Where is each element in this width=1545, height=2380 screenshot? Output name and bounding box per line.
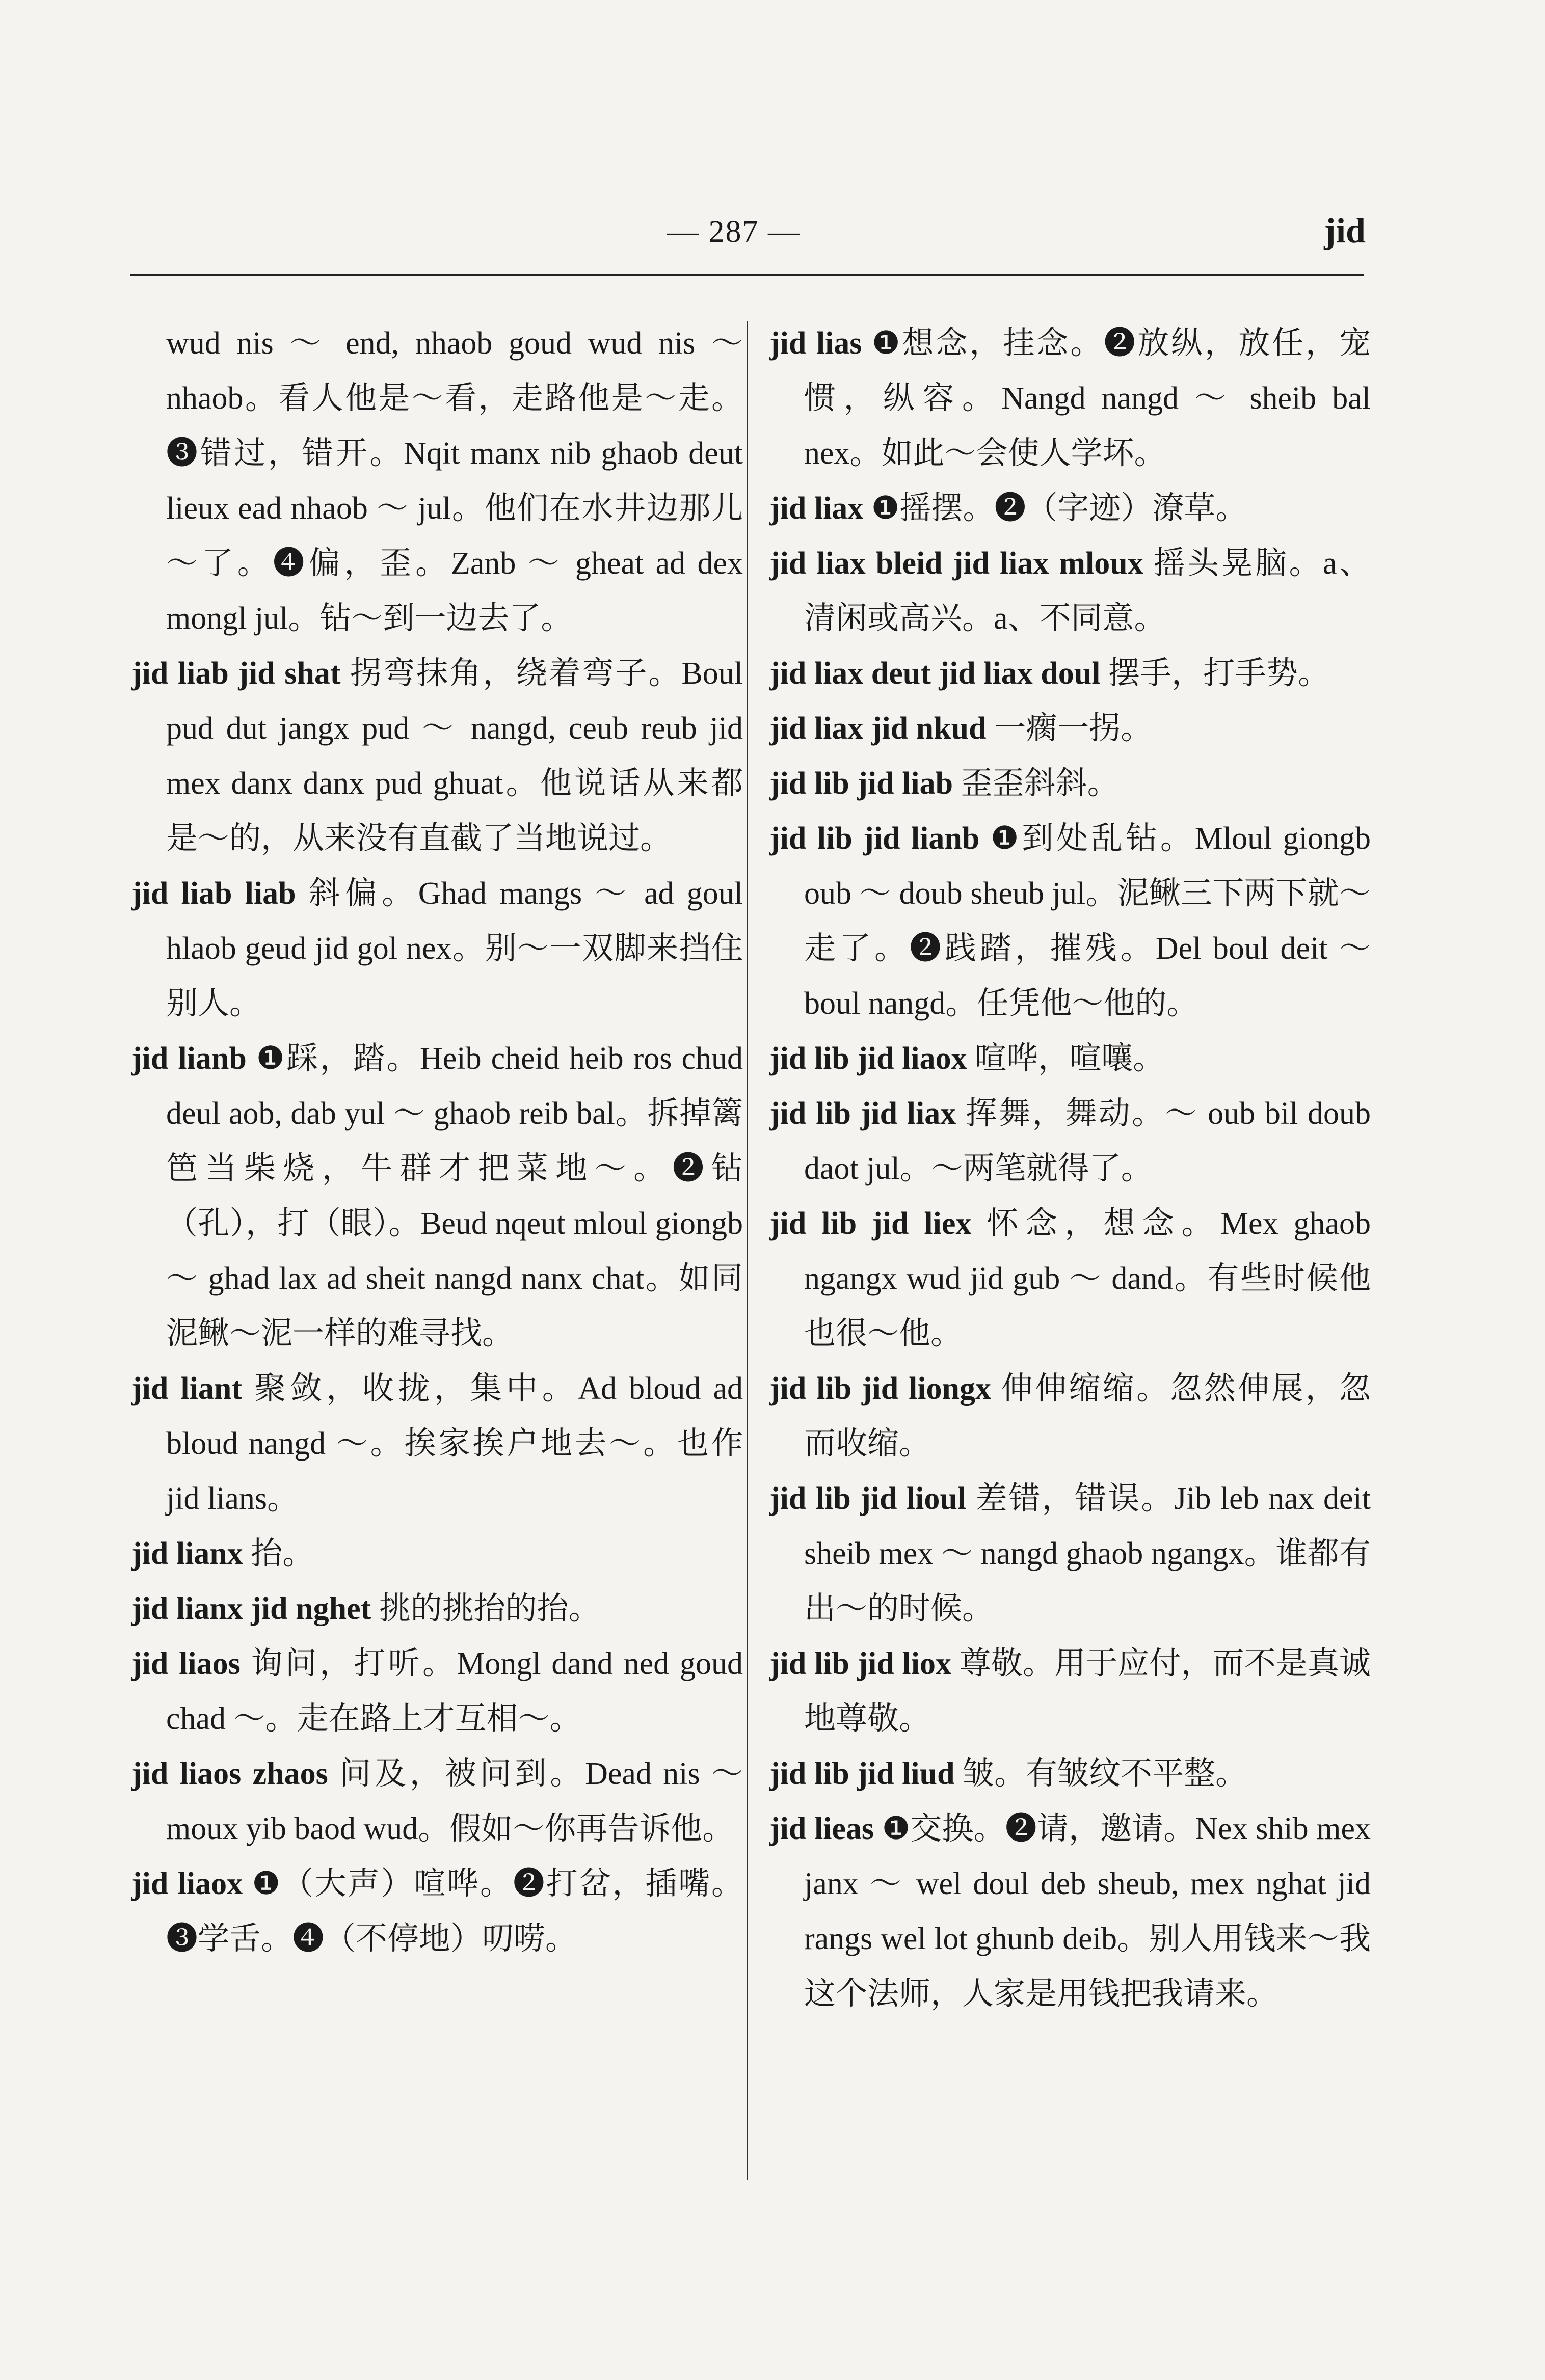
dictionary-entry bbox=[769, 481, 1371, 536]
page-number: — 287 — bbox=[667, 214, 801, 249]
dictionary-entry bbox=[769, 1636, 1371, 1746]
dictionary-entry bbox=[131, 1526, 743, 1581]
entry-definition: 聚敛，收拢，集中。Ad bloud ad bloud nangd ～。挨家挨户地去～。也作 jid lians。 bbox=[166, 1371, 743, 1516]
entry-definition: 挑的挑抬的抬。 bbox=[379, 1591, 600, 1626]
entry-headword: jid liaos zhaos bbox=[131, 1756, 328, 1791]
entry-definition: 伸伸缩缩。忽然伸展，忽而收缩。 bbox=[804, 1371, 1371, 1461]
entry-definition: 摆手，打手势。 bbox=[1108, 656, 1329, 691]
dictionary-entry bbox=[769, 536, 1371, 646]
entry-definition: ❶摇摆。❷（字迹）潦草。 bbox=[871, 491, 1247, 526]
entry-definition: 拐弯抹角，绕着弯子。Boul pud dut jangx pud ～ nangd, ceub reub jid mex danx danx pud ghuat。他说话从来都是～的，从来没有直截了当地说过。 bbox=[166, 656, 743, 856]
dictionary-entry bbox=[131, 1031, 743, 1361]
entry-headword: jid lib jid liox bbox=[769, 1646, 951, 1681]
entry-definition: 喧哗，喧嚷。 bbox=[975, 1041, 1165, 1076]
entry-headword: jid liax bleid jid liax mloux bbox=[769, 546, 1143, 581]
dictionary-entry bbox=[769, 756, 1371, 811]
entry-headword: jid liax jid nkud bbox=[769, 711, 987, 746]
column-divider bbox=[747, 321, 748, 2180]
entry-headword: jid lias bbox=[769, 326, 862, 361]
entry-definition: 问及，被问到。Dead nis ～ moux yib baod wud。假如～你再告诉他。 bbox=[166, 1756, 743, 1846]
dictionary-entry bbox=[769, 1086, 1371, 1196]
entry-definition: ❶（大声）喧哗。❷打岔，插嘴。❸学舌。❹（不停地）叨唠。 bbox=[166, 1867, 743, 1956]
entry-definition: 一瘸一拐。 bbox=[994, 711, 1153, 746]
entry-definition: 抬。 bbox=[251, 1536, 314, 1571]
continuation-text: wud nis ～ end, nhaob goud wud nis ～ nhaob。看人他是～看，走路他是～走。❸错过，错开。Nqit manx nib ghaob deut lieux ead nhaob ～ jul。他们在水井边那儿～了。❹偏，歪。Zanb ～ gheat ad dex mongl jul。钻～到一边去了。 bbox=[166, 326, 743, 636]
entry-headword: jid lib jid lianb bbox=[769, 821, 980, 856]
entry-headword: jid lieas bbox=[769, 1811, 874, 1846]
dictionary-entry bbox=[769, 1471, 1371, 1636]
entry-headword: jid lib jid liaox bbox=[769, 1041, 967, 1076]
dictionary-entry bbox=[131, 1746, 743, 1856]
running-head: jid bbox=[1324, 211, 1366, 251]
header-rule bbox=[130, 274, 1364, 276]
entry-definition: 摇头晃脑。a、清闲或高兴。a、不同意。 bbox=[804, 546, 1371, 636]
entry-definition: 歪歪斜斜。 bbox=[961, 766, 1119, 801]
entry-definition: 斜偏。Ghad mangs ～ ad goul hlaob geud jid gol nex。别～一双脚来挡住别人。 bbox=[166, 876, 743, 1021]
dictionary-entry bbox=[769, 316, 1371, 481]
entry-definition: 尊敬。用于应付，而不是真诚地尊敬。 bbox=[804, 1646, 1371, 1736]
entry-headword: jid lib jid liab bbox=[769, 766, 953, 801]
entry-definition: ❶踩，踏。Heib cheid heib ros chud deul aob, dab yul ～ ghaob reib bal。拆掉篱笆当柴烧，牛群才把菜地～。❷钻（孔），打（眼）。Beud nqeut mloul giongb ～ ghad lax ad sheit nangd nanx chat。如同泥鳅～泥一样的难寻找。 bbox=[166, 1041, 743, 1351]
entry-headword: jid liab jid shat bbox=[131, 656, 341, 691]
entry-headword: jid lianx jid nghet bbox=[131, 1591, 371, 1626]
right-entries bbox=[769, 316, 1371, 2021]
entry-definition: 挥舞，舞动。～ oub bil doub daot jul。～两笔就得了。 bbox=[804, 1096, 1371, 1186]
entry-headword: jid lib jid lioul bbox=[769, 1481, 967, 1516]
entry-headword: jid lianx bbox=[131, 1536, 243, 1571]
left-entries bbox=[131, 646, 743, 1966]
dictionary-entry bbox=[131, 866, 743, 1031]
entry-definition: 怀念，想念。Mex ghaob ngangx wud jid gub ～ dand。有些时候他也很～他。 bbox=[804, 1206, 1371, 1351]
entry-definition: 差错，错误。Jib leb nax deit sheib mex ～ nangd ghaob ngangx。谁都有出～的时候。 bbox=[804, 1481, 1371, 1626]
dictionary-entry bbox=[131, 1581, 743, 1636]
entry-headword: jid lib jid liex bbox=[769, 1206, 972, 1241]
dictionary-entry bbox=[131, 1856, 743, 1966]
dictionary-entry bbox=[769, 811, 1371, 1031]
entry-headword: jid liaos bbox=[131, 1646, 241, 1681]
entry-headword: jid lib jid liud bbox=[769, 1756, 955, 1791]
entry-headword: jid liant bbox=[131, 1371, 243, 1406]
entry-headword: jid liax bbox=[769, 491, 864, 526]
entry-definition: ❶到处乱钻。Mloul giongb oub ～ doub sheub jul。泥鳅三下两下就～走了。❷践踏，摧残。Del boul deit ～ boul nangd。任凭他～他的。 bbox=[804, 821, 1371, 1021]
entry-definition: 皱。有皱纹不平整。 bbox=[963, 1756, 1247, 1791]
dictionary-entry bbox=[131, 1361, 743, 1526]
dictionary-entry bbox=[769, 1746, 1371, 1801]
dictionary-entry bbox=[769, 701, 1371, 756]
entry-headword: jid lianb bbox=[131, 1041, 247, 1076]
dictionary-entry bbox=[769, 1031, 1371, 1086]
dictionary-entry bbox=[131, 646, 743, 866]
entry-headword: jid lib jid liax bbox=[769, 1096, 956, 1131]
entry-headword: jid lib jid liongx bbox=[769, 1371, 992, 1406]
dictionary-entry bbox=[769, 1801, 1371, 2021]
dictionary-entry bbox=[769, 1361, 1371, 1471]
entry-headword: jid liab liab bbox=[131, 876, 296, 911]
left-column bbox=[131, 316, 743, 1966]
entry-definition: ❶交换。❷请，邀请。Nex shib mex janx ～ wel doul deb sheub, mex nghat jid rangs wel lot ghunb deib。别人用钱来～我这个法师，人家是用钱把我请来。 bbox=[804, 1811, 1371, 2011]
entry-headword: jid liax deut jid liax doul bbox=[769, 656, 1101, 691]
right-column bbox=[769, 316, 1371, 2021]
entry-definition: 询问，打听。Mongl dand ned goud chad ～。走在路上才互相～。 bbox=[166, 1646, 743, 1736]
dictionary-entry bbox=[769, 1196, 1371, 1361]
entry-definition: ❶想念，挂念。❷放纵，放任，宠惯，纵容。Nangd nangd ～ sheib bal nex。如此～会使人学坏。 bbox=[804, 326, 1371, 471]
entry-headword: jid liaox bbox=[131, 1867, 243, 1901]
dictionary-entry bbox=[769, 646, 1371, 701]
dictionary-entry bbox=[131, 1636, 743, 1746]
